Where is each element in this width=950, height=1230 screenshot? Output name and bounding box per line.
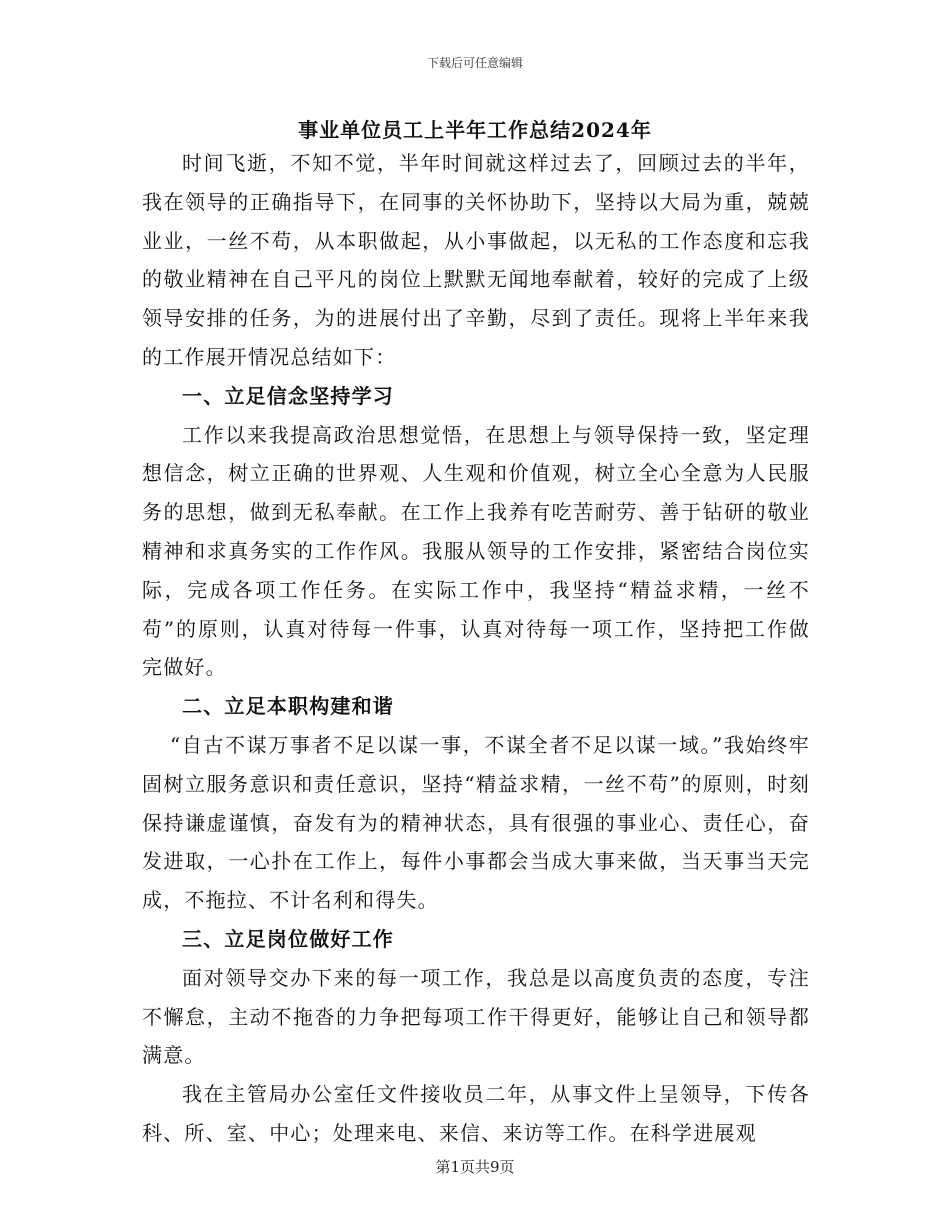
section-3-paragraph-1: 面对领导交办下来的每一项工作，我总是以高度负责的态度，专注不懈怠，主动不拖沓的力争把每项工作干得更好，能够让自己和领导都满意。 — [142, 965, 810, 1068]
document-body — [142, 144, 810, 1153]
section-2-heading: 二、立足本职构建和谐 — [182, 694, 394, 719]
intro-paragraph: 时间飞逝，不知不觉，半年时间就这样过去了，回顾过去的半年，我在领导的正确指导下，在同事的关怀协助下，坚持以大局为重，兢兢业业，一丝不苟，从本职做起，从小事做起，以无私的工作态度和忘我的敬业精神在自己平凡的岗位上默默无闻地奉献着，较好的完成了上级领导安排的任务，为的进展付出了辛勤，尽到了责任。现将上半年来我的工作展开情况总结如下： — [142, 151, 810, 369]
page-indicator: 第1页共9页 — [435, 1158, 515, 1176]
section-1-paragraph: 工作以来我提高政治思想觉悟，在思想上与领导保持一致，坚定理想信念，树立正确的世界观、人生观和价值观，树立全心全意为人民服务的思想，做到无私奉献。在工作上我养有吃苦耐劳、善于钻研的敬业精神和求真务实的工作作风。我服从领导的工作安排，紧密结合岗位实际，完成各项工作任务。在实际工作中，我坚持“精益求精，一丝不苟”的原则，认真对待每一件事，认真对待每一项工作，坚持把工作做完做好。 — [142, 422, 810, 680]
header-note: 下载后可任意编辑 — [426, 56, 523, 70]
document-title: 事业单位员工上半年工作总结2024年 — [298, 118, 652, 142]
section-3-heading: 三、立足岗位做好工作 — [182, 926, 394, 951]
section-3-paragraph-2: 我在主管局办公室任文件接收员二年，从事文件上呈领导，下传各科、所、室、中心；处理来电、来信、来访等工作。在科学进展观 — [142, 1082, 810, 1145]
section-1-heading: 一、立足信念坚持学习 — [182, 383, 394, 408]
section-2-paragraph: “自古不谋万事者不足以谋一事，不谋全者不足以谋一域。”我始终牢固树立服务意识和责任意识，坚持“精益求精，一丝不苟”的原则，时刻保持谦虚谨慎，奋发有为的精神状态，具有很强的事业心、责任心，奋发进取，一心扑在工作上，每件小事都会当成大事来做，当天事当天完成，不拖拉、不计名利和得失。 — [142, 732, 810, 913]
